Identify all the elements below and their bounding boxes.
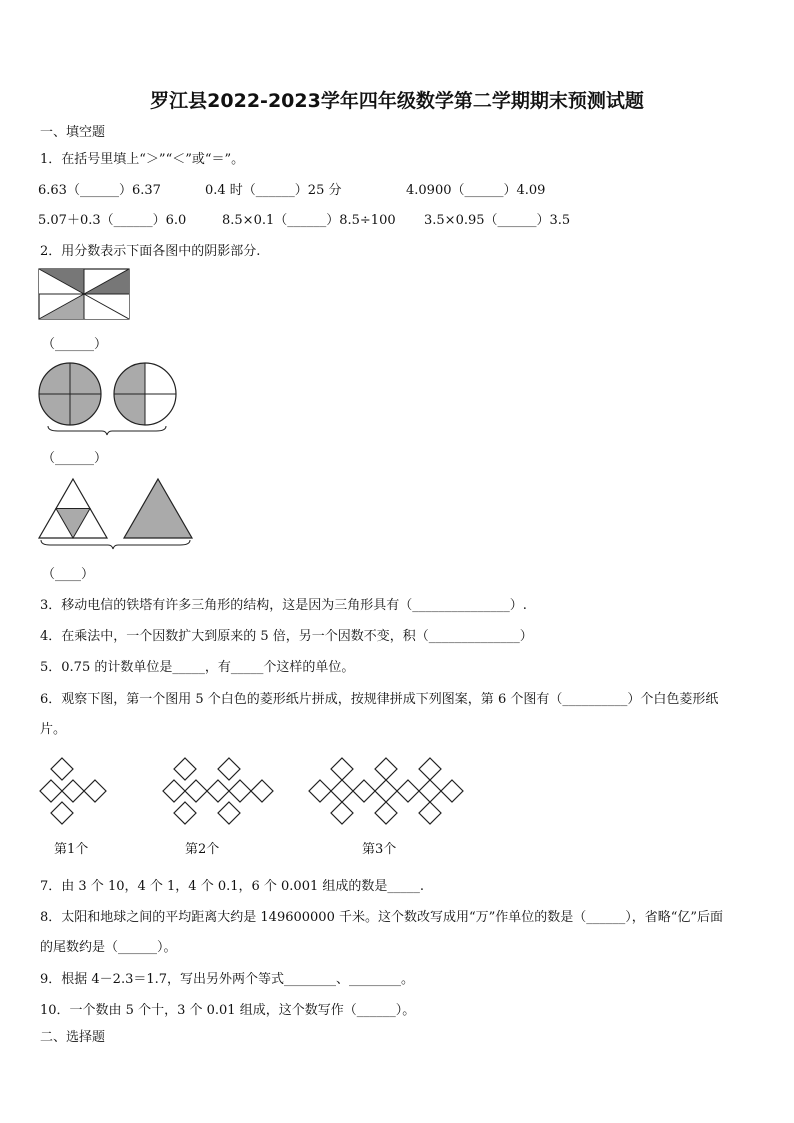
figure-caption-1: 第1个 [54,842,89,857]
question-7: 7．由 3 个 10，4 个 1，4 个 0.1，6 个 0.001 组成的数是_____. [40,879,425,894]
triangles-figure [38,477,194,551]
section-heading-multiple-choice: 二、选择题 [40,1030,106,1045]
figure-caption-2: 第2个 [185,842,220,857]
q2-blank-3: （____） [42,567,95,582]
q1-item-5: 8.5×0.1（______）8.5÷100 [222,213,396,228]
q1-item-1: 6.63（______）6.37 [38,183,161,198]
q1-item-6: 3.5×0.95（______）3.5 [424,213,571,228]
q1-item-3: 4.0900（______）4.09 [406,183,546,198]
question-9: 9．根据 4－2.3＝1.7，写出另外两个等式________、________。 [40,972,415,987]
question-3: 3．移动电信的铁塔有许多三角形的结构，这是因为三角形具有（_______________）. [40,598,527,613]
question-2-stem: 2．用分数表示下面各图中的阴影部分. [40,244,261,259]
q2-blank-2: （______） [42,451,108,466]
q1-item-2: 0.4 时（______）25 分 [205,183,342,198]
question-5: 5．0.75 的计数单位是_____，有_____个这样的单位。 [40,660,355,675]
question-6-line-1: 6．观察下图，第一个图用 5 个白色的菱形纸片拼成，按规律拼成下列图案，第 6 个图有（__________）个白色菱形纸 [40,692,719,707]
figure-caption-3: 第3个 [362,842,397,857]
two-circles-figure [38,362,178,434]
question-4: 4．在乘法中，一个因数扩大到原来的 5 倍，另一个因数不变，积（______________） [40,629,533,644]
question-10: 10．一个数由 5 个十，3 个 0.01 组成，这个数写作（______）。 [40,1003,416,1018]
question-8-line-2: 的尾数约是（______）。 [40,940,177,955]
q2-blank-1: （______） [42,337,108,352]
rectangle-shaded-figure [38,268,130,320]
question-6-line-2: 片。 [40,722,67,737]
q1-item-4: 5.07＋0.3（______）6.0 [38,213,187,228]
rhombus-pattern-figures [38,756,478,828]
question-1-stem: 1．在括号里填上“＞”“＜”或“＝”。 [40,152,245,167]
question-8-line-1: 8．太阳和地球之间的平均距离大约是 149600000 千米。这个数改写成用“万”作单位的数是（______），省略“亿”后面 [40,910,724,925]
page-title: 罗江县2022-2023学年四年级数学第二学期期末预测试题 [150,90,644,112]
section-heading-fill-blank: 一、填空题 [40,125,106,140]
